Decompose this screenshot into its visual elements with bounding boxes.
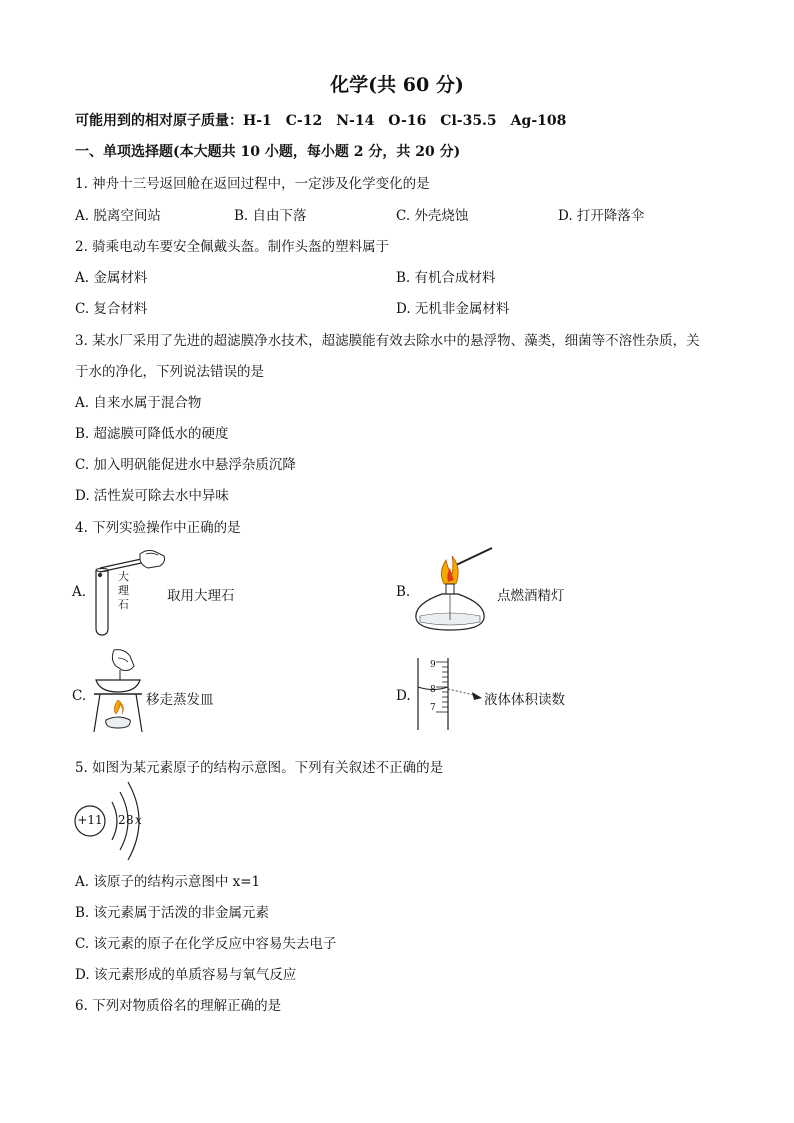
question-1-option-b: B. 自由下落 <box>234 208 307 224</box>
question-4-option-b-caption: 点燃酒精灯 <box>497 588 565 604</box>
shell-2-electrons: 8 <box>126 813 134 827</box>
question-2-option-d: D. 无机非金属材料 <box>396 301 510 317</box>
question-5-stem: 5. 如图为某元素原子的结构示意图。下列有关叙述不正确的是 <box>75 760 444 776</box>
question-1-option-a: A. 脱离空间站 <box>75 208 161 224</box>
question-1-option-d: D. 打开降落伞 <box>558 208 645 224</box>
question-2-option-c: C. 复合材料 <box>75 301 148 317</box>
section-heading: 一、单项选择题(本大题共 10 小题，每小题 2 分，共 20 分) <box>75 144 461 160</box>
question-1-stem: 1. 神舟十三号返回舱在返回过程中，一定涉及化学变化的是 <box>75 176 430 192</box>
scale-tick-9: 9 <box>430 660 436 670</box>
question-3-stem-line1: 3. 某水厂采用了先进的超滤膜净水技术，超滤膜能有效去除水中的悬浮物、藻类，细菌等不溶性杂质，关 <box>75 333 700 349</box>
scale-tick-8: 8 <box>430 685 436 695</box>
question-4-option-a-letter: A. <box>72 584 87 600</box>
question-4-stem: 4. 下列实验操作中正确的是 <box>75 520 241 536</box>
nucleus-charge: +11 <box>77 813 103 827</box>
question-1-option-c: C. 外壳烧蚀 <box>396 208 469 224</box>
question-2-stem: 2. 骑乘电动车要安全佩戴头盔。制作头盔的塑料属于 <box>75 239 390 255</box>
question-6-stem: 6. 下列对物质俗名的理解正确的是 <box>75 998 282 1014</box>
question-3-stem-line2: 于水的净化，下列说法错误的是 <box>75 364 264 380</box>
question-5-option-d: D. 该元素形成的单质容易与氧气反应 <box>75 967 297 983</box>
question-3-option-c: C. 加入明矾能促进水中悬浮杂质沉降 <box>75 457 296 473</box>
question-3-option-a: A. 自来水属于混合物 <box>75 395 202 411</box>
atomic-masses: 可能用到的相对原子质量：H-1 C-12 N-14 O-16 Cl-35.5 Ag-108 <box>75 113 567 129</box>
question-4-option-b-letter: B. <box>396 584 411 600</box>
question-5-option-a: A. 该原子的结构示意图中 x=1 <box>75 874 261 890</box>
shell-1-electrons: 2 <box>118 813 126 827</box>
question-2-option-a: A. 金属材料 <box>75 270 148 286</box>
question-3-option-d: D. 活性炭可除去水中异味 <box>75 488 229 504</box>
question-4-option-c-caption: 移走蒸发皿 <box>146 692 214 708</box>
question-5-option-b: B. 该元素属于活泼的非金属元素 <box>75 905 270 921</box>
question-4-option-d-caption: 液体体积读数 <box>484 692 565 708</box>
question-5-option-c: C. 该元素的原子在化学反应中容易失去电子 <box>75 936 337 952</box>
question-4-option-a-caption: 取用大理石 <box>167 588 235 604</box>
question-4-option-c-letter: C. <box>72 688 87 704</box>
scale-tick-7: 7 <box>430 703 436 713</box>
shell-3-electrons: x <box>135 813 142 827</box>
alcohol-lamp-figure <box>414 544 496 636</box>
question-2-option-b: B. 有机合成材料 <box>396 270 496 286</box>
question-3-option-b: B. 超滤膜可降低水的硬度 <box>75 426 229 442</box>
page-title: 化学(共 60 分) <box>330 74 464 96</box>
tube-label: 大理石 <box>118 570 129 611</box>
question-4-option-d-letter: D. <box>396 688 411 704</box>
evaporating-dish-figure <box>90 648 146 734</box>
graduated-cylinder-figure <box>414 656 490 732</box>
